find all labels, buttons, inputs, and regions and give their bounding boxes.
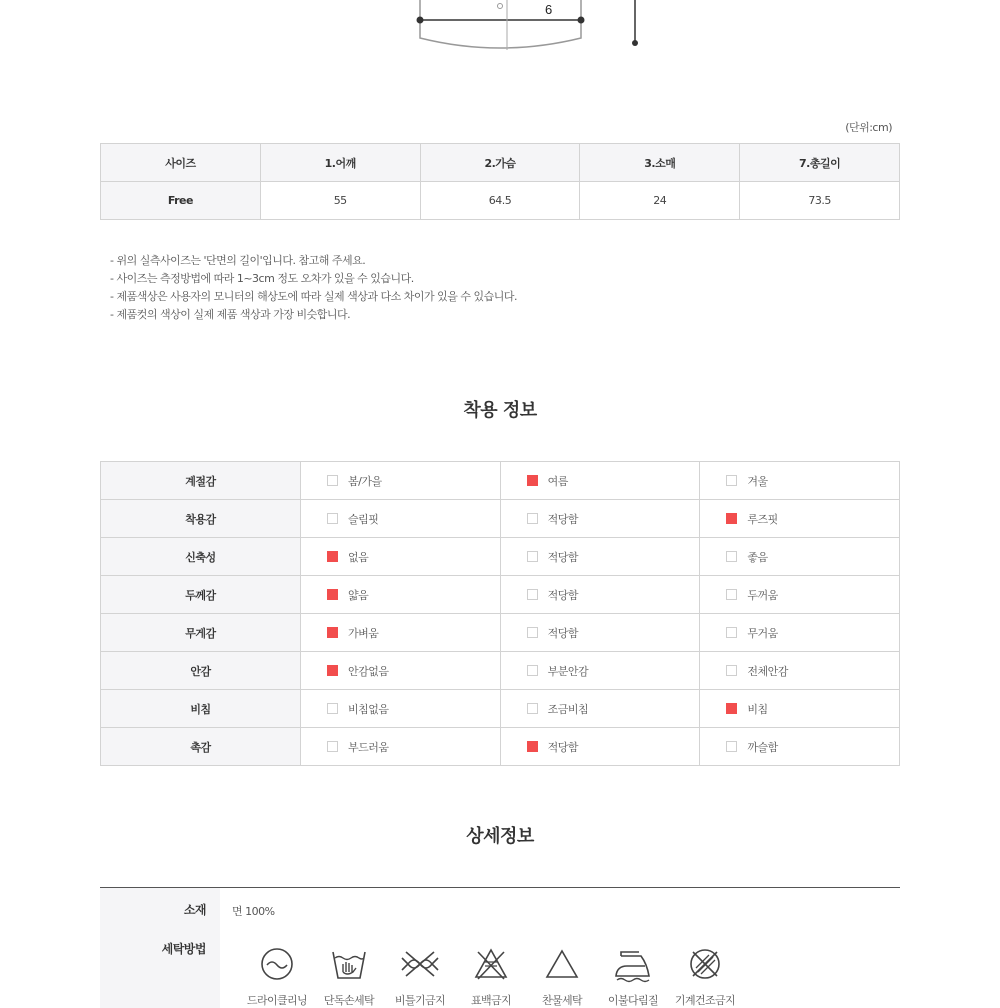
unchecked-box-icon: [726, 475, 737, 486]
wash-item-label: 드라이클리닝: [246, 994, 308, 1007]
fit-option-label: 좋음: [747, 550, 768, 564]
fit-option-label: 루즈핏: [747, 512, 778, 526]
fit-option-label: 여름: [547, 474, 568, 488]
size-cell: 55: [260, 182, 420, 220]
size-header-cell: 1.어깨: [260, 144, 420, 182]
no-wring-icon: [398, 946, 442, 982]
fit-row: [101, 614, 900, 652]
size-cell: Free: [101, 182, 261, 220]
fit-row-label: 계절감: [101, 462, 301, 500]
unchecked-box-icon: [327, 475, 338, 486]
fit-option: [500, 652, 700, 690]
size-header-cell: 2.가슴: [420, 144, 580, 182]
garment-illustration: [0, 0, 1000, 60]
fit-option: [500, 576, 700, 614]
fit-option-label: 적당함: [547, 550, 579, 564]
material-label: 소재: [183, 903, 206, 917]
unchecked-box-icon: [527, 627, 538, 638]
fit-row: [101, 576, 900, 614]
fit-option: [500, 614, 700, 652]
fit-option: [700, 614, 900, 652]
fit-row-label: 착용감: [101, 500, 301, 538]
bleach-triangle-icon: [544, 946, 580, 982]
wash-item-label: 단독손세탁: [323, 994, 375, 1007]
fit-option-label: 겨울: [747, 474, 768, 488]
fit-option-label: 적당함: [547, 512, 579, 526]
unchecked-box-icon: [327, 513, 338, 524]
material-value: 면 100%: [232, 905, 275, 918]
fit-option: [700, 500, 900, 538]
fit-option-label: 없음: [348, 550, 369, 564]
fit-option-label: 적당함: [547, 740, 579, 754]
fit-option-label: 슬림핏: [348, 512, 379, 526]
fit-option: [700, 728, 900, 766]
fit-row-label: 두께감: [101, 576, 301, 614]
wash-item: [385, 946, 455, 1008]
checked-box-icon: [527, 475, 538, 486]
fit-option: [301, 652, 501, 690]
fit-option: [301, 690, 501, 728]
measure-number: 6: [545, 2, 553, 17]
fit-row-label: 촉감: [101, 728, 301, 766]
fit-row-label: 신축성: [101, 538, 301, 576]
fit-row: [101, 500, 900, 538]
size-table-row: [101, 182, 900, 220]
fit-option: [301, 728, 501, 766]
unchecked-box-icon: [327, 703, 338, 714]
checked-box-icon: [327, 589, 338, 600]
fit-row: [101, 538, 900, 576]
wash-item: [314, 946, 384, 1008]
size-cell: 73.5: [740, 182, 900, 220]
fit-option: [700, 652, 900, 690]
note-line: - 위의 실측사이즈는 '단면의 길이'입니다. 참고해 주세요.: [110, 254, 366, 267]
fit-option-label: 안감없음: [348, 664, 389, 678]
unchecked-box-icon: [327, 741, 338, 752]
fit-option: [500, 690, 700, 728]
wash-item: [670, 946, 740, 1008]
wash-item-label: 비틀기금지: [394, 994, 446, 1007]
checked-box-icon: [527, 741, 538, 752]
fit-option: [301, 614, 501, 652]
fit-option-label: 까슬함: [747, 740, 778, 754]
fit-option-label: 조금비침: [547, 702, 589, 716]
wash-item-label: 기계건조금지: [674, 994, 736, 1007]
unchecked-box-icon: [527, 589, 538, 600]
hand-wash-icon: [329, 946, 369, 982]
fit-option-label: 적당함: [547, 588, 579, 602]
fit-option: [500, 500, 700, 538]
fit-option-label: 비침없음: [348, 702, 389, 716]
fit-row-label: 안감: [101, 652, 301, 690]
unchecked-box-icon: [726, 589, 737, 600]
wash-item-label: 찬물세탁: [541, 994, 583, 1007]
fit-row: [101, 728, 900, 766]
size-table: [100, 143, 900, 220]
unchecked-box-icon: [527, 551, 538, 562]
fit-row: [101, 652, 900, 690]
checked-box-icon: [726, 703, 737, 714]
fit-option: [301, 538, 501, 576]
checked-box-icon: [327, 665, 338, 676]
note-line: - 제품컷의 색상이 실제 제품 색상과 가장 비슷합니다.: [110, 308, 351, 321]
fit-option-label: 두꺼움: [747, 588, 778, 602]
dry-clean-icon: [259, 946, 295, 982]
fit-option: [301, 576, 501, 614]
detail-info: [100, 887, 900, 1007]
unchecked-box-icon: [726, 741, 737, 752]
fit-option: [301, 500, 501, 538]
fit-info-title: 착용 정보: [463, 400, 537, 421]
no-tumble-dry-icon: [687, 946, 723, 982]
unchecked-box-icon: [527, 665, 538, 676]
fit-option: [500, 728, 700, 766]
unchecked-box-icon: [726, 551, 737, 562]
fit-option-label: 비침: [747, 702, 768, 716]
wash-item-label: 표백금지: [470, 994, 512, 1007]
fit-option-label: 얇음: [348, 588, 369, 602]
size-cell: 64.5: [420, 182, 580, 220]
fit-option-label: 무거움: [747, 626, 778, 640]
fit-option-label: 봄/가을: [348, 474, 382, 488]
fit-option: [700, 690, 900, 728]
unchecked-box-icon: [726, 665, 737, 676]
size-header-cell: 7.총길이: [740, 144, 900, 182]
unchecked-box-icon: [527, 513, 538, 524]
size-header-cell: 3.소매: [580, 144, 740, 182]
fit-option-label: 부분안감: [547, 664, 589, 678]
wash-item-label: 이불다림질: [607, 994, 659, 1007]
fit-row: [101, 690, 900, 728]
fit-option-label: 전체안감: [747, 664, 788, 678]
wash-item: [242, 946, 312, 1008]
wash-item: [456, 946, 526, 1008]
fit-option: [500, 462, 700, 500]
fit-option: [500, 538, 700, 576]
checked-box-icon: [726, 513, 737, 524]
size-header-cell: 사이즈: [101, 144, 261, 182]
fit-option-label: 가벼움: [348, 626, 379, 640]
size-cell: 24: [580, 182, 740, 220]
wash-label: 세탁방법: [161, 942, 206, 956]
fit-option: [700, 462, 900, 500]
fit-option: [700, 576, 900, 614]
iron-icon: [613, 946, 653, 982]
fit-row: [101, 462, 900, 500]
wash-item: [598, 946, 668, 1008]
checked-box-icon: [327, 627, 338, 638]
fit-option-label: 부드러움: [348, 740, 389, 754]
checked-box-icon: [327, 551, 338, 562]
fit-info-table: [100, 461, 900, 766]
fit-option: [301, 462, 501, 500]
note-line: - 제품색상은 사용자의 모니터의 해상도에 따라 실제 색상과 다소 차이가 있을 수 있습니다.: [110, 290, 517, 303]
size-unit: (단위:cm): [845, 121, 892, 134]
unchecked-box-icon: [527, 703, 538, 714]
wash-icons: [242, 946, 802, 1006]
fit-row-label: 무게감: [101, 614, 301, 652]
detail-info-title: 상세정보: [466, 826, 534, 847]
size-table-header: [101, 144, 900, 182]
note-line: - 사이즈는 측정방법에 따라 1~3cm 정도 오차가 있을 수 있습니다.: [110, 272, 414, 285]
size-notes: [110, 252, 517, 324]
fit-option: [700, 538, 900, 576]
unchecked-box-icon: [726, 627, 737, 638]
fit-row-label: 비침: [101, 690, 301, 728]
no-bleach-icon: [473, 946, 509, 982]
fit-option-label: 적당함: [547, 626, 579, 640]
wash-item: [527, 946, 597, 1008]
